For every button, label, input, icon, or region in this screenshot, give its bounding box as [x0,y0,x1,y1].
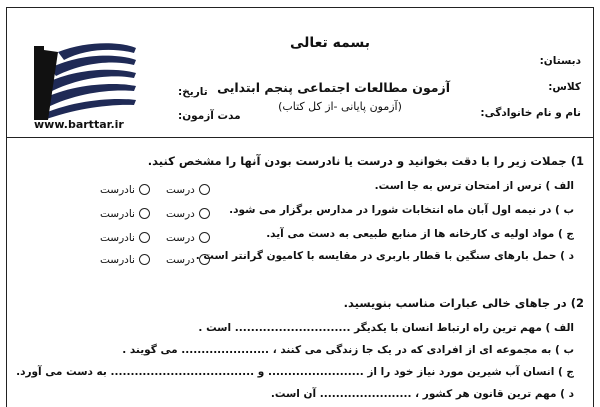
exam-title: آزمون مطالعات اجتماعی پنجم ابتدایی [217,80,450,95]
false-label: نادرست [100,183,135,196]
bismillah-heading: بسمه تعالی [289,35,371,51]
radio-circle-icon[interactable] [139,184,150,195]
q1-a-false-option[interactable] [100,180,150,199]
website-url: www.barttar.ir [34,118,124,131]
q1-b-true-option[interactable] [166,204,210,223]
class-label: کلاس: [548,81,581,93]
question-2-title: 2) در جاهای خالی عبارات مناسب بنویسید. [343,296,584,310]
false-label: نادرست [100,253,135,266]
q2-item-b[interactable]: ب ) به مجموعه ای از افرادی که در یک جا زندگی می کنند ، ...................... می گویند . [122,344,574,356]
q2-item-d[interactable]: د ) مهم ترین قانون هر کشور ، ....................... آن است. [270,388,574,400]
true-label: درست [166,183,195,196]
radio-circle-icon[interactable] [139,232,150,243]
q1-c-false-option[interactable] [100,228,150,247]
header-divider [6,137,594,138]
date-label: تاریخ: [178,86,208,98]
q1-item-a: الف ) ترس از امتحان ترس به جا است. [374,180,574,192]
q2-item-a[interactable]: الف ) مهم ترین راه ارتباط انسان با یکدیگر ............................. است . [198,322,574,334]
radio-circle-icon[interactable] [199,208,210,219]
radio-circle-icon[interactable] [199,232,210,243]
student-name-label: نام و نام خانوادگی: [480,107,581,119]
true-label: درست [166,231,195,244]
q1-c-true-option[interactable] [166,228,210,247]
question-1-title: 1) جملات زیر را با دقت بخوانید و درست یا نادرست بودن آنها را مشخص کنید. [147,154,584,168]
duration-label: مدت آزمون: [178,110,241,122]
q1-d-true-option[interactable] [166,250,210,269]
q1-item-c: ج ) مواد اولیه ی کارخانه ها از منابع طبیعی به دست می آید. [266,228,574,240]
radio-circle-icon[interactable] [199,254,210,265]
q1-d-false-option[interactable] [100,250,150,269]
false-label: نادرست [100,207,135,220]
q1-b-false-option[interactable] [100,204,150,223]
school-label: دبستان: [539,55,581,67]
barttar-logo-icon [28,40,138,120]
false-label: نادرست [100,231,135,244]
q1-item-d: د ) حمل بارهای سنگین با قطار باربری در مقایسه با کامیون گرانتر است . [195,250,574,262]
radio-circle-icon[interactable] [139,254,150,265]
true-label: درست [166,253,195,266]
radio-circle-icon[interactable] [139,208,150,219]
true-label: درست [166,207,195,220]
radio-circle-icon[interactable] [199,184,210,195]
q1-item-b: ب ) در نیمه اول آبان ماه انتخابات شورا در مدارس برگزار می شود. [229,204,574,216]
q1-a-true-option[interactable] [166,180,210,199]
q2-item-c[interactable]: ج ) انسان آب شیرین مورد نیاز خود را از ........................ و .................................... به دست می آورد. [16,366,574,378]
exam-subtitle: (آزمون پایانی -از کل کتاب) [278,100,402,113]
